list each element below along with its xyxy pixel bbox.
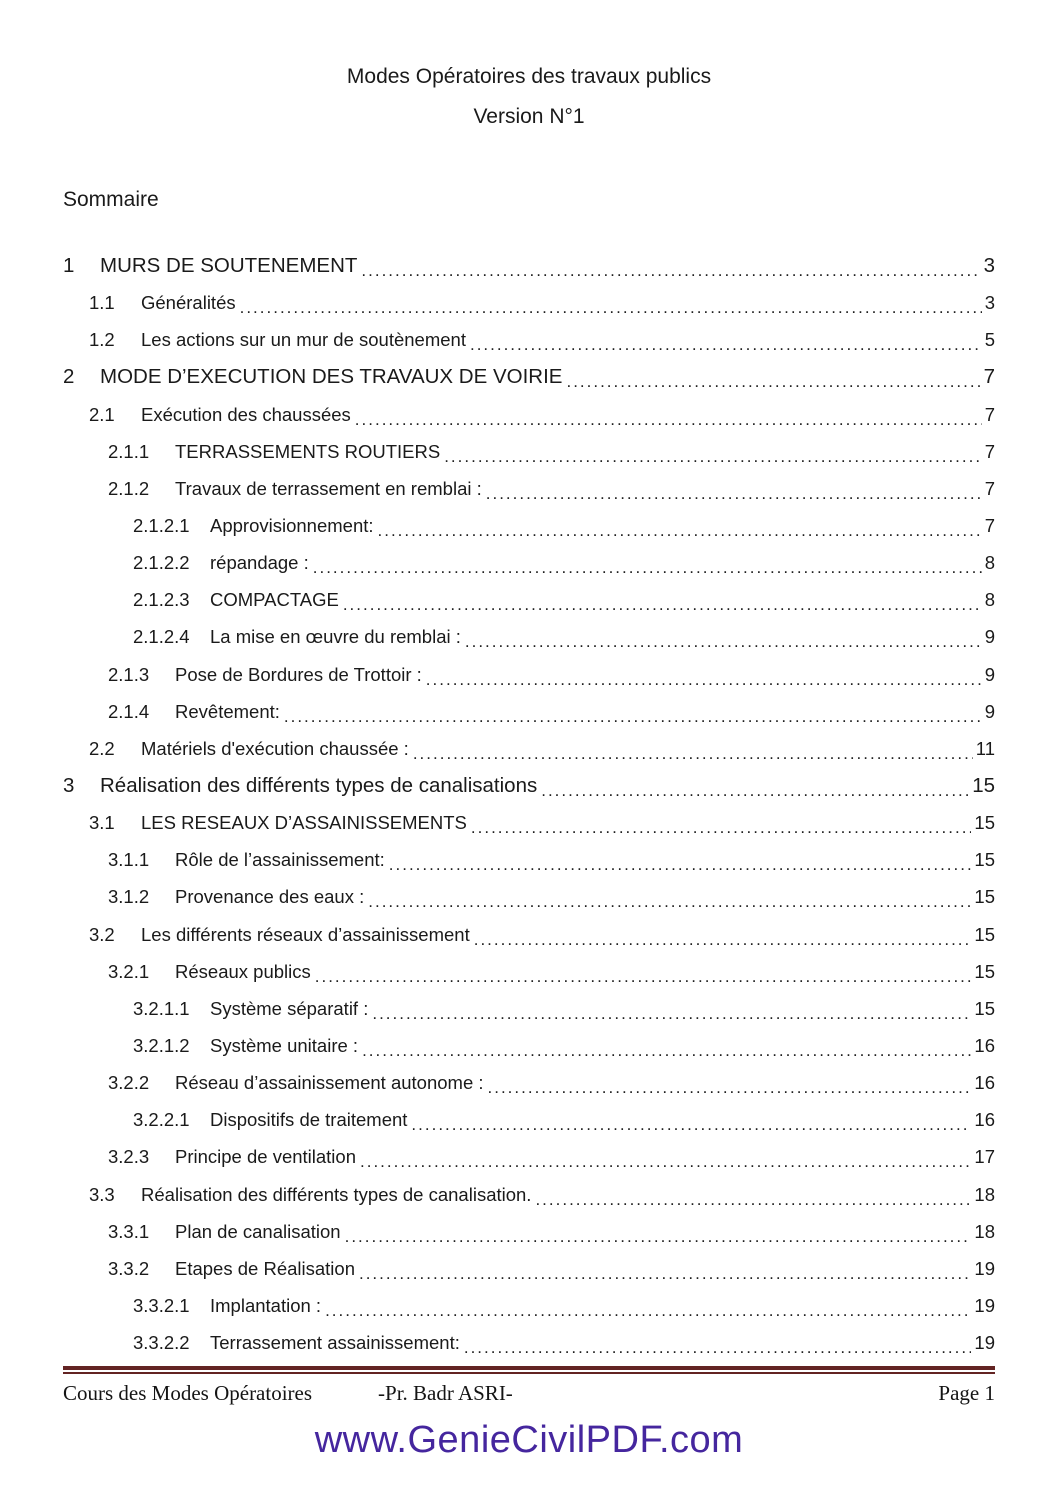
toc-entry[interactable] <box>63 804 995 841</box>
toc-dot-leader-icon <box>343 595 982 614</box>
toc-entry-label: Pose de Bordures de Trottoir : <box>175 663 422 685</box>
document-title: Modes Opératoires des travaux publics <box>346 65 712 88</box>
toc-entry-page: 17 <box>974 1146 995 1168</box>
toc-dot-leader-icon <box>240 298 982 317</box>
toc-entry-label: Exécution des chaussées <box>141 403 351 425</box>
toc-entry[interactable] <box>63 656 995 693</box>
toc-entry[interactable] <box>63 433 995 470</box>
toc-entry-page: 18 <box>974 1220 995 1242</box>
toc-entry-number: 2.1.2.3 <box>133 589 190 611</box>
toc-entry[interactable] <box>63 1324 995 1361</box>
toc-dot-leader-icon <box>368 892 971 911</box>
toc-entry[interactable] <box>63 507 995 544</box>
toc-entry[interactable] <box>63 1138 995 1175</box>
toc-entry-number: 2.1.2.2 <box>133 552 190 574</box>
toc-entry-page: 9 <box>984 663 995 685</box>
toc-dot-leader-icon <box>359 1264 971 1283</box>
toc-entry[interactable] <box>63 358 995 395</box>
toc-entry-label: Terrassement assainissement: <box>210 1332 460 1354</box>
toc-dot-leader-icon <box>464 1338 972 1357</box>
toc-entry-label: Les actions sur un mur de soutènement <box>141 329 466 351</box>
toc-entry-page: 3 <box>984 292 995 314</box>
footer-rule-thin <box>63 1372 995 1374</box>
toc-entry[interactable] <box>63 1213 995 1250</box>
toc-entry-page: 16 <box>974 1072 995 1094</box>
toc-entry-page: 7 <box>984 403 995 425</box>
toc-entry[interactable] <box>63 284 995 321</box>
toc-entry-page: 19 <box>974 1294 995 1316</box>
footer-course-title: Cours des Modes Opératoires <box>63 1381 313 1405</box>
toc-entry-number: 3.2.2 <box>108 1072 150 1094</box>
toc-entry-number: 3 <box>63 773 75 797</box>
toc-entry-label: LES RESEAUX D’ASSAINISSEMENTS <box>141 812 467 834</box>
toc-entry-number: 3.1.1 <box>108 849 150 871</box>
toc-entry-label: Réalisation des différents types de canalisation. <box>141 1183 532 1205</box>
toc-entry-page: 15 <box>974 960 995 982</box>
toc-entry-page: 11 <box>975 737 995 759</box>
toc-entry-page: 15 <box>974 923 995 945</box>
document-version: Version N°1 <box>473 105 585 128</box>
toc-entry-page: 5 <box>984 329 995 351</box>
toc-dot-leader-icon <box>362 1041 971 1060</box>
toc-dot-leader-icon <box>471 818 972 837</box>
toc-entry-label: Matériels d'exécution chaussée : <box>141 737 409 759</box>
toc-entry-number: 1.2 <box>89 329 115 351</box>
toc-entry-label: Implantation : <box>210 1294 322 1316</box>
toc-entry-page: 8 <box>984 552 995 574</box>
toc-entry-page: 7 <box>984 440 995 462</box>
watermark-container <box>0 1419 1058 1462</box>
toc-entry-number: 3.3.1 <box>108 1220 150 1242</box>
toc-entry-number: 3.3 <box>89 1183 115 1205</box>
toc-entry-number: 3.1.2 <box>108 886 150 908</box>
toc-entry-number: 2.2 <box>89 737 115 759</box>
toc-entry-label: Système unitaire : <box>210 1034 359 1056</box>
toc-entry-label: Réalisation des différents types de canalisations <box>100 773 538 797</box>
toc-entry-number: 2.1.2 <box>108 477 150 499</box>
toc-entry-label: MURS DE SOUTENEMENT <box>100 254 358 277</box>
toc-entry-number: 3.2.1.1 <box>133 997 190 1019</box>
toc-entry-label: La mise en œuvre du remblai : <box>210 626 461 648</box>
toc-entry-number: 3.2 <box>89 923 115 945</box>
toc-entry-page: 9 <box>984 700 995 722</box>
toc-entry-label: Travaux de terrassement en remblai : <box>175 477 482 499</box>
toc-entry[interactable] <box>63 396 995 433</box>
toc-entry-label: Revêtement: <box>175 700 280 722</box>
toc-dot-leader-icon <box>284 707 982 726</box>
toc-entry-number: 3.2.1.2 <box>133 1034 190 1056</box>
toc-entry-label: Système séparatif : <box>210 997 369 1019</box>
toc-entry-number: 1 <box>63 254 75 277</box>
toc-entry[interactable] <box>63 247 995 284</box>
toc-entry[interactable] <box>63 730 995 767</box>
toc-dot-leader-icon <box>444 447 982 466</box>
toc-dot-leader-icon <box>541 780 969 801</box>
toc-dot-leader-icon <box>355 410 982 429</box>
toc-dot-leader-icon <box>411 1115 971 1134</box>
toc-entry[interactable] <box>63 1287 995 1324</box>
toc-entry[interactable] <box>63 841 995 878</box>
toc-entry[interactable] <box>63 1101 995 1138</box>
toc-entry-label: COMPACTAGE <box>210 589 339 611</box>
toc-entry[interactable] <box>63 767 995 804</box>
toc-entry-label: Provenance des eaux : <box>175 886 365 908</box>
toc-entry-page: 19 <box>974 1257 995 1279</box>
toc-entry-label: Réseau d’assainissement autonome : <box>175 1072 484 1094</box>
toc-entry-page: 3 <box>983 254 995 277</box>
toc-entry[interactable] <box>63 1064 995 1101</box>
toc-entry[interactable] <box>63 1176 995 1213</box>
toc-entry-number: 3.3.2 <box>108 1257 150 1279</box>
toc-entry[interactable] <box>63 618 995 655</box>
toc-dot-leader-icon <box>474 930 972 949</box>
toc-entry-page: 15 <box>974 997 995 1019</box>
toc-dot-leader-icon <box>360 1152 971 1171</box>
toc-entry-page: 7 <box>983 365 995 389</box>
footer-page-number: Page 1 <box>938 1381 995 1405</box>
toc-entry-label: répandage : <box>210 552 309 574</box>
toc-entry-number: 3.3.2.1 <box>133 1294 190 1316</box>
toc-entry-number: 3.2.2.1 <box>133 1109 190 1131</box>
toc-dot-leader-icon <box>488 1078 972 1097</box>
toc-entry-number: 2.1.3 <box>108 663 150 685</box>
toc-dot-leader-icon <box>566 371 980 392</box>
watermark-url-link[interactable]: www.GenieCivilPDF.com <box>314 1419 744 1461</box>
toc-entry[interactable] <box>63 693 995 730</box>
toc-entry-page: 7 <box>984 514 995 536</box>
table-of-contents <box>63 247 995 1361</box>
toc-entry-label: Plan de canalisation <box>175 1220 341 1242</box>
toc-entry-label: MODE D’EXECUTION DES TRAVAUX DE VOIRIE <box>100 365 563 389</box>
toc-entry-page: 7 <box>984 477 995 499</box>
toc-dot-leader-icon <box>486 484 982 503</box>
toc-entry-number: 3.1 <box>89 812 115 834</box>
toc-entry-page: 18 <box>974 1183 995 1205</box>
toc-dot-leader-icon <box>535 1190 971 1209</box>
toc-dot-leader-icon <box>470 335 982 354</box>
toc-entry-label: Réseaux publics <box>175 960 311 982</box>
page-footer <box>63 1366 995 1406</box>
toc-entry-label: Approvisionnement: <box>210 514 374 536</box>
footer-author: -Pr. Badr ASRI- <box>378 1381 513 1405</box>
toc-dot-leader-icon <box>361 260 980 281</box>
toc-entry-page: 9 <box>984 626 995 648</box>
toc-entry-number: 2.1.2.1 <box>133 514 190 536</box>
toc-entry-label: Rôle de l’assainissement: <box>175 849 385 871</box>
toc-heading: Sommaire <box>63 188 159 211</box>
toc-dot-leader-icon <box>315 967 972 986</box>
toc-dot-leader-icon <box>465 632 982 651</box>
toc-dot-leader-icon <box>426 670 982 689</box>
toc-entry-page: 15 <box>974 849 995 871</box>
toc-entry[interactable] <box>63 1250 995 1287</box>
toc-entry-number: 1.1 <box>89 292 115 314</box>
toc-dot-leader-icon <box>389 855 972 874</box>
toc-entry-label: Principe de ventilation <box>175 1146 356 1168</box>
toc-entry-number: 2.1.4 <box>108 700 150 722</box>
toc-entry-number: 2.1 <box>89 403 115 425</box>
toc-dot-leader-icon <box>378 521 982 540</box>
toc-entry-page: 8 <box>984 589 995 611</box>
toc-entry-number: 3.2.3 <box>108 1146 150 1168</box>
toc-entry-page: 15 <box>974 812 995 834</box>
toc-entry-page: 15 <box>972 773 995 797</box>
toc-entry[interactable] <box>63 953 995 990</box>
toc-entry-page: 15 <box>974 886 995 908</box>
toc-entry-label: TERRASSEMENTS ROUTIERS <box>175 440 441 462</box>
toc-entry[interactable] <box>63 581 995 618</box>
toc-entry[interactable] <box>63 321 995 358</box>
toc-entry-number: 3.2.1 <box>108 960 150 982</box>
toc-entry[interactable] <box>63 990 995 1027</box>
toc-entry-label: Etapes de Réalisation <box>175 1257 355 1279</box>
toc-entry[interactable] <box>63 916 995 953</box>
toc-entry-number: 2.1.2.4 <box>133 626 190 648</box>
toc-dot-leader-icon <box>372 1004 971 1023</box>
toc-entry-label: Dispositifs de traitement <box>210 1109 408 1131</box>
toc-dot-leader-icon <box>325 1301 971 1320</box>
toc-entry-page: 16 <box>974 1109 995 1131</box>
toc-entry-label: Généralités <box>141 292 236 314</box>
toc-entry[interactable] <box>63 878 995 915</box>
toc-entry[interactable] <box>63 470 995 507</box>
toc-entry-page: 19 <box>974 1332 995 1354</box>
toc-entry-number: 2 <box>63 365 75 389</box>
toc-entry-number: 3.3.2.2 <box>133 1332 190 1354</box>
toc-entry[interactable] <box>63 1027 995 1064</box>
toc-entry-number: 2.1.1 <box>108 440 150 462</box>
toc-entry-label: Les différents réseaux d’assainissement <box>141 923 470 945</box>
toc-dot-leader-icon <box>413 744 973 763</box>
toc-entry-page: 16 <box>974 1034 995 1056</box>
toc-dot-leader-icon <box>313 558 982 577</box>
toc-entry[interactable] <box>63 544 995 581</box>
toc-dot-leader-icon <box>345 1227 972 1246</box>
